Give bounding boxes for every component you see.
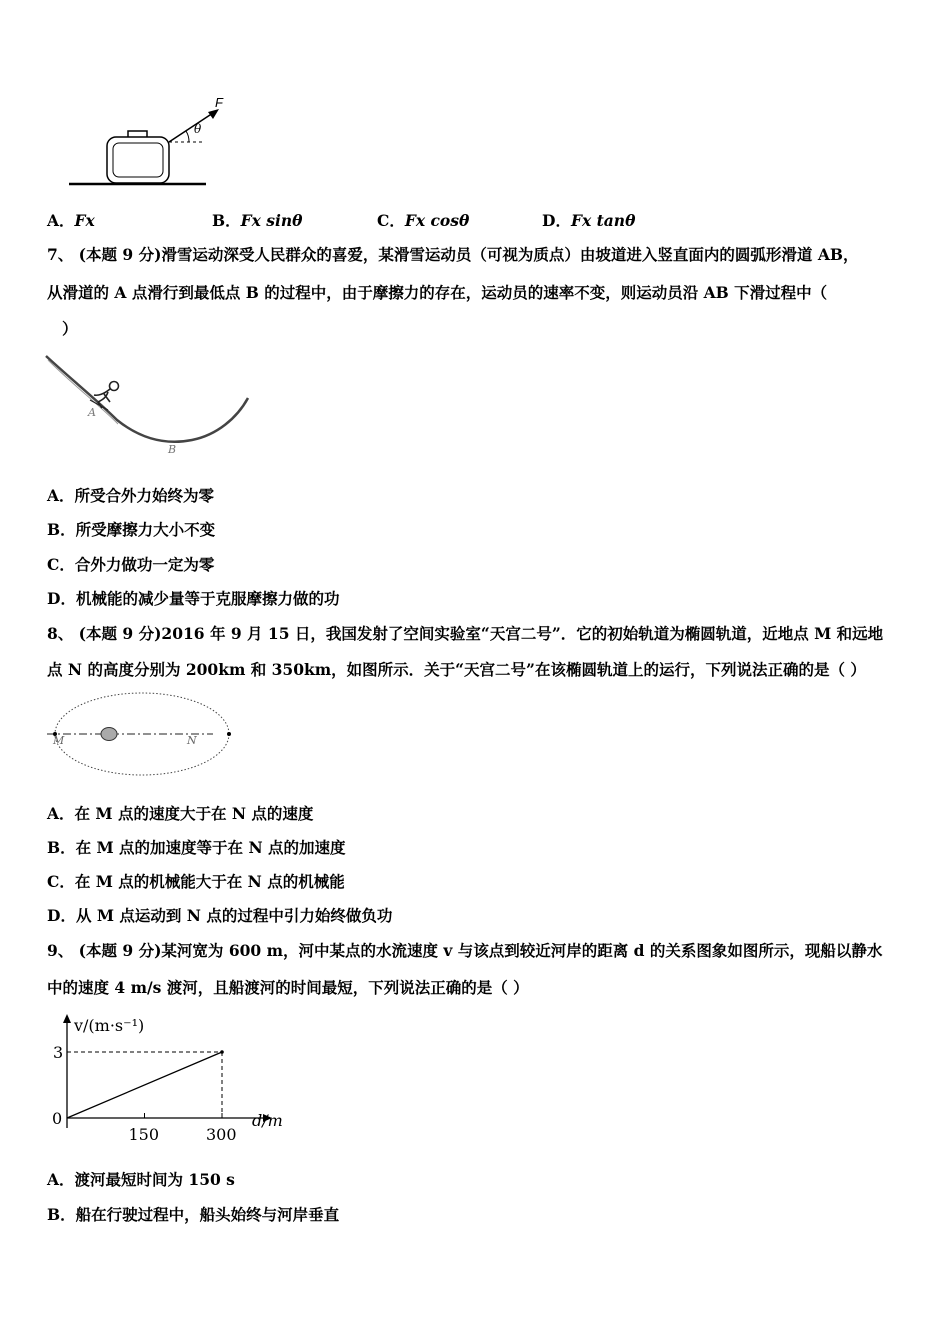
q8-stem-line-2: 点 N 的高度分别为 200km 和 350km，如图所示．关于“天宫二号”在该椭圆轨道上的运行，下列说法正确的是（ ） bbox=[47, 660, 866, 679]
q6-option-b: B．Fx sinθ bbox=[212, 211, 303, 230]
q6-option-d: D．Fx tanθ bbox=[542, 211, 636, 230]
q7-option-c: C．合外力做功一定为零 bbox=[47, 555, 215, 574]
velocity-distance-chart bbox=[40, 1010, 300, 1145]
y-axis-label: v/(m·s⁻¹) bbox=[74, 1016, 145, 1035]
orbit-figure bbox=[45, 690, 220, 780]
angle-label: θ bbox=[194, 122, 202, 136]
force-arrow bbox=[169, 113, 213, 142]
force-label: F bbox=[215, 95, 223, 110]
suitcase-figure bbox=[65, 95, 245, 195]
point-b-label: B bbox=[168, 443, 177, 456]
q9-stem-line-1: 9、 (本题 9 分)某河宽为 600 m，河中某点的水流速度 v 与该点到较近河岸的距离 d 的关系图象如图所示，现船以静水 bbox=[47, 941, 883, 960]
q9-option-b: B．船在行驶过程中，船头始终与河岸垂直 bbox=[47, 1205, 340, 1224]
q8-stem-line-1: 8、 (本题 9 分)2016 年 9 月 15 日，我国发射了空间实验室“天宫二号”．它的初始轨道为椭圆轨道，近地点 M 和远地 bbox=[47, 624, 884, 643]
q8-option-a: A．在 M 点的速度大于在 N 点的速度 bbox=[47, 804, 314, 823]
q9-stem-line-2: 中的速度 4 m/s 渡河，且船渡河的时间最短，下列说法正确的是（ ） bbox=[47, 978, 529, 997]
q7-stem-line-1: 7、 (本题 9 分)滑雪运动深受人民群众的喜爱，某滑雪运动员（可视为质点）由坡道进入竖直面内的圆弧形滑道 AB， bbox=[47, 245, 859, 264]
q6-option-a: A．Fx bbox=[47, 211, 95, 230]
ski-track-figure bbox=[42, 350, 262, 460]
q6-option-c: C．Fx cosθ bbox=[377, 211, 470, 230]
x-tick-label-300: 300 bbox=[206, 1125, 237, 1144]
q7-option-a: A．所受合外力始终为零 bbox=[47, 486, 215, 505]
q7-option-b: B．所受摩擦力大小不变 bbox=[47, 520, 216, 539]
q8-option-b: B．在 M 点的加速度等于在 N 点的加速度 bbox=[47, 838, 346, 857]
x-axis-label: d/m bbox=[252, 1111, 283, 1130]
data-line bbox=[67, 1052, 222, 1118]
y-axis-arrow bbox=[63, 1014, 71, 1023]
earth-icon bbox=[101, 728, 117, 741]
x-tick-label-150: 150 bbox=[128, 1125, 160, 1144]
force-arrowhead bbox=[208, 109, 219, 119]
point-a-label: A bbox=[88, 406, 96, 419]
q8-option-d: D．从 M 点运动到 N 点的过程中引力始终做负功 bbox=[47, 906, 393, 925]
y-tick-label-3: 3 bbox=[53, 1043, 64, 1062]
q7-option-d: D．机械能的减少量等于克服摩擦力做的功 bbox=[47, 589, 340, 608]
origin-label: 0 bbox=[52, 1109, 63, 1128]
angle-arc bbox=[186, 131, 189, 142]
q9-option-a: A．渡河最短时间为 150 s bbox=[47, 1170, 235, 1189]
suitcase-handle bbox=[128, 131, 147, 137]
slope-track bbox=[46, 356, 248, 442]
point-n-dot bbox=[227, 732, 231, 736]
q7-stem-line-2: 从滑道的 A 点滑行到最低点 B 的过程中，由于摩擦力的存在，运动员的速率不变，则运动员沿 AB 下滑过程中（ bbox=[47, 283, 828, 302]
q8-option-c: C．在 M 点的机械能大于在 N 点的机械能 bbox=[47, 872, 345, 891]
q7-stem-line-3: ） bbox=[62, 319, 78, 338]
point-m-label: M bbox=[53, 734, 65, 747]
point-n-label: N bbox=[187, 734, 197, 747]
